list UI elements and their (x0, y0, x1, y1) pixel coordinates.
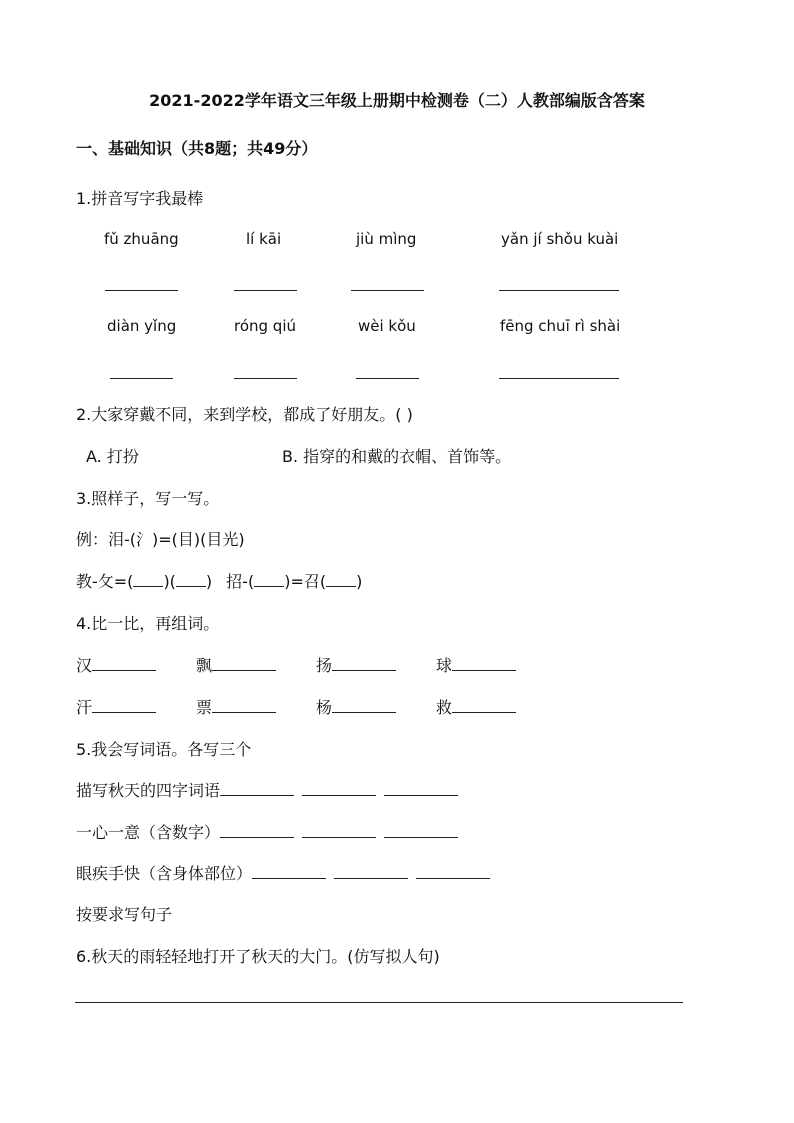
word-line-autumn (76, 778, 458, 801)
word-blank-qiu[interactable] (452, 655, 516, 671)
word-blank-yang-tree[interactable] (332, 697, 396, 713)
char-yang: 扬 (316, 656, 333, 675)
item2-part-a: 招-( (226, 572, 255, 591)
number-blank-2[interactable] (302, 822, 376, 838)
pinyin-feng-chui-ri-shai: fēng chuī rì shài (500, 317, 621, 335)
option-b[interactable]: B. 指穿的和戴的衣帽、首饰等。 (282, 447, 512, 466)
item1-part-c: ) (205, 572, 213, 591)
char-jiu: 救 (436, 698, 453, 717)
char-piao-ticket: 票 (196, 698, 213, 717)
page-title: 2021-2022学年语文三年级上册期中检测卷（二）人教部编版含答案 (149, 91, 645, 110)
compare-row-2 (76, 695, 536, 718)
word-blank-yang[interactable] (332, 655, 396, 671)
pinyin-li-kai: lí kāi (246, 230, 282, 248)
word-blank-piao-ticket[interactable] (212, 697, 276, 713)
autumn-words-prompt: 描写秋天的四字词语 (76, 781, 221, 800)
answer-blank-jiu-ming[interactable] (351, 290, 424, 291)
pinyin-wei-kou: wèi kǒu (358, 317, 416, 335)
answer-blank-rong-qiu[interactable] (234, 378, 297, 379)
fill-blank-3[interactable] (254, 571, 284, 587)
question-6-label: 6.秋天的雨轻轻地打开了秋天的大门。(仿写拟人句) (76, 947, 440, 966)
item2-part-b: )=召( (284, 572, 327, 591)
number-blank-1[interactable] (220, 822, 294, 838)
char-qiu: 球 (436, 656, 453, 675)
char-han-sweat: 汗 (76, 698, 93, 717)
word-line-body (76, 861, 490, 884)
sentence-subheading: 按要求写句子 (76, 905, 173, 924)
pinyin-fu-zhuang: fǔ zhuāng (104, 230, 179, 248)
word-blank-jiu[interactable] (452, 697, 516, 713)
char-piao: 飘 (196, 656, 213, 675)
question-5-label: 5.我会写词语。各写三个 (76, 740, 252, 759)
fill-blank-1[interactable] (133, 571, 163, 587)
pinyin-dian-ying: diàn yǐng (107, 317, 177, 335)
pinyin-yan-ji-shou-kuai: yǎn jí shǒu kuài (501, 230, 619, 248)
pinyin-jiu-ming: jiù mìng (356, 230, 417, 248)
answer-blank-li-kai[interactable] (234, 290, 297, 291)
question-3-label: 3.照样子，写一写。 (76, 489, 220, 508)
sentence-answer-line[interactable] (75, 1002, 683, 1003)
body-blank-1[interactable] (252, 863, 326, 879)
char-han: 汉 (76, 656, 93, 675)
number-words-prompt: 一心一意（含数字） (76, 823, 221, 842)
autumn-blank-3[interactable] (384, 780, 458, 796)
question-2-label: 2.大家穿戴不同，来到学校，都成了好朋友。( ) (76, 405, 413, 424)
fill-blank-4[interactable] (326, 571, 356, 587)
number-blank-3[interactable] (384, 822, 458, 838)
answer-blank-yan-ji-shou-kuai[interactable] (499, 290, 619, 291)
answer-blank-fu-zhuang[interactable] (105, 290, 178, 291)
question-1-label: 1.拼音写字我最棒 (76, 189, 204, 208)
word-blank-han-sweat[interactable] (92, 697, 156, 713)
option-a[interactable]: A. 打扮 (86, 447, 139, 466)
word-blank-piao[interactable] (212, 655, 276, 671)
answer-blank-feng-chui-ri-shai[interactable] (499, 378, 619, 379)
autumn-blank-1[interactable] (220, 780, 294, 796)
char-yang-tree: 杨 (316, 698, 333, 717)
body-blank-3[interactable] (416, 863, 490, 879)
compare-row-1 (76, 653, 536, 676)
body-words-prompt: 眼疾手快（含身体部位） (76, 864, 253, 883)
answer-blank-wei-kou[interactable] (356, 378, 419, 379)
autumn-blank-2[interactable] (302, 780, 376, 796)
answer-blank-dian-ying[interactable] (110, 378, 173, 379)
question-3-items (76, 569, 362, 592)
section-heading-basics: 一、基础知识（共8题；共49分） (76, 139, 318, 158)
item2-part-c: ) (356, 572, 363, 591)
question-4-label: 4.比一比，再组词。 (76, 614, 220, 633)
item1-part-b: )( (163, 572, 176, 591)
fill-blank-2[interactable] (176, 571, 206, 587)
item1-part-a: 教-攵=( (76, 572, 134, 591)
body-blank-2[interactable] (334, 863, 408, 879)
question-3-example: 例：泪-(氵)=(目)(目光) (76, 530, 245, 549)
word-line-number (76, 820, 458, 843)
word-blank-han[interactable] (92, 655, 156, 671)
pinyin-rong-qiu: róng qiú (234, 317, 297, 335)
